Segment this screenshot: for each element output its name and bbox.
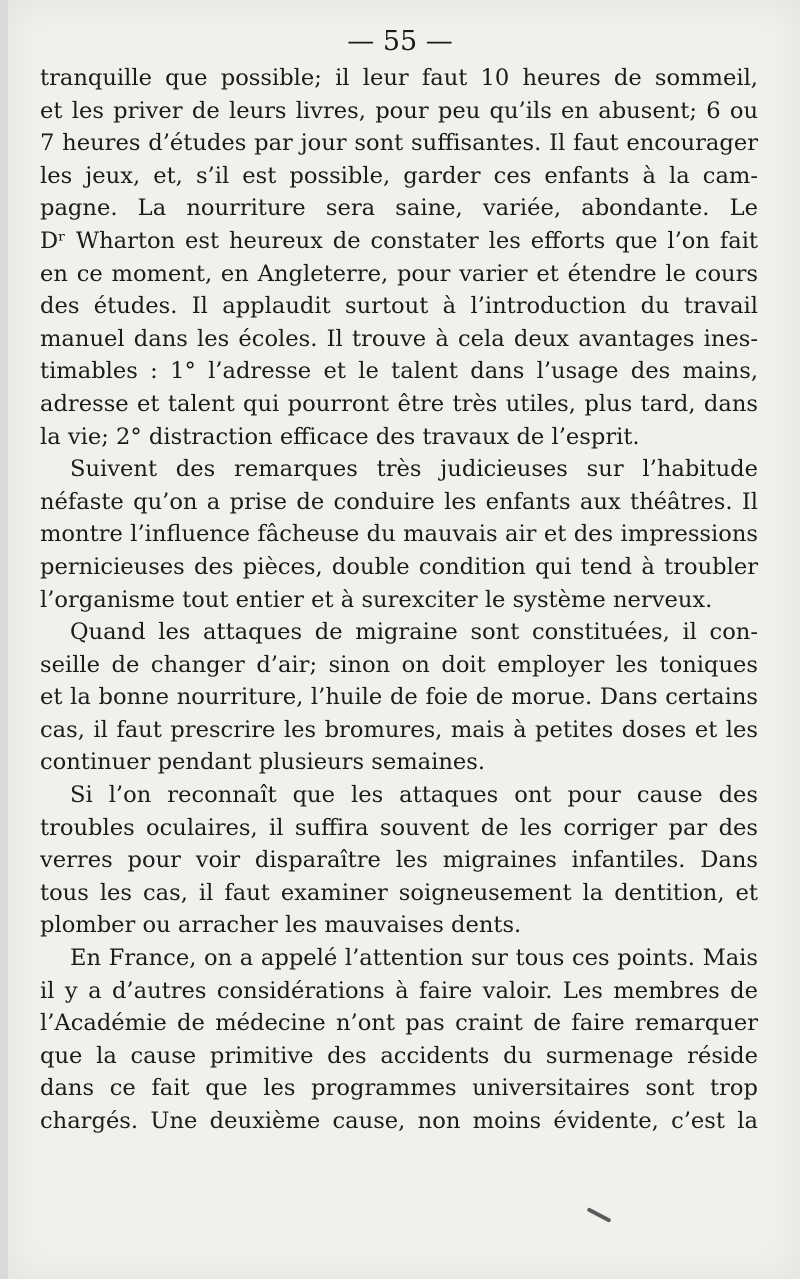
text-line: l’Académie de médecine n’ont pas craint de faire remarquer — [40, 1010, 758, 1037]
text-line: pernicieuses des pièces, double condition qui tend à troubler — [40, 553, 758, 580]
text-line: continuer pendant plusieurs semaines. — [40, 749, 486, 776]
text-line: Si l’on reconnaît que les attaques ont pour cause des — [70, 782, 758, 809]
text-line: tranquille que possible; il leur faut 10 heures de sommeil, — [40, 65, 758, 91]
text-line: verres pour voir disparaître les migraines infantiles. Dans — [40, 847, 758, 874]
text-line: 7 heures d’études par jour sont suffisantes. Il faut encourager — [40, 130, 758, 157]
text-line: chargés. Une deuxième cause, non moins évidente, c’est la — [40, 1108, 758, 1134]
text-line: Dʳ Wharton est heureux de constater les efforts que l’on fait — [40, 227, 758, 254]
text-line: En France, on a appelé l’attention sur tous ces points. Mais — [70, 945, 758, 972]
text-line: troubles oculaires, il suffira souvent de les corriger par des — [40, 814, 758, 841]
text-line: plomber ou arracher les mauvaises dents. — [40, 912, 522, 939]
text-line: en ce moment, en Angleterre, pour varier et étendre le cours — [40, 260, 758, 287]
text-line: néfaste qu’on a prise de conduire les enfants aux théâtres. Il — [40, 488, 758, 515]
page-number: — 55 — — [347, 26, 453, 57]
text-line: adresse et talent qui pourront être très utiles, plus tard, dans — [40, 390, 758, 417]
text-line: Quand les attaques de migraine sont constituées, il con- — [70, 619, 758, 646]
text-line: et la bonne nourriture, l’huile de foie de morue. Dans certains — [40, 684, 758, 711]
text-line: la vie; 2° distraction efficace des travaux de l’esprit. — [40, 423, 640, 450]
text-line: des études. Il applaudit surtout à l’introduction du travail — [40, 293, 758, 320]
text-line: pagne. La nourriture sera saine, variée, abondante. Le — [40, 195, 758, 222]
body-text — [40, 62, 758, 1138]
text-line: timables : 1° l’adresse et le talent dans l’usage des mains, — [40, 358, 758, 385]
text-line: dans ce fait que les programmes universitaires sont trop — [40, 1075, 758, 1102]
text-line: Suivent des remarques très judicieuses sur l’habitude — [70, 456, 758, 483]
text-line: que la cause primitive des accidents du surmenage réside — [40, 1042, 758, 1069]
text-line: les jeux, et, s’il est possible, garder ces enfants à la cam- — [40, 162, 758, 189]
text-line: montre l’influence fâcheuse du mauvais air et des impressions — [40, 521, 758, 548]
text-line: seille de changer d’air; sinon on doit employer les toniques — [40, 651, 758, 678]
text-line: tous les cas, il faut examiner soigneusement la dentition, et — [40, 879, 758, 906]
text-line: et les priver de leurs livres, pour peu qu’ils en abusent; 6 ou — [40, 97, 758, 124]
text-line: cas, il faut prescrire les bromures, mais à petites doses et les — [40, 716, 758, 743]
text-line: manuel dans les écoles. Il trouve à cela deux avantages ines- — [40, 325, 758, 352]
text-line: l’organisme tout entier et à surexciter le système nerveux. — [40, 586, 713, 613]
text-line: il y a d’autres considérations à faire valoir. Les membres de — [40, 977, 758, 1004]
